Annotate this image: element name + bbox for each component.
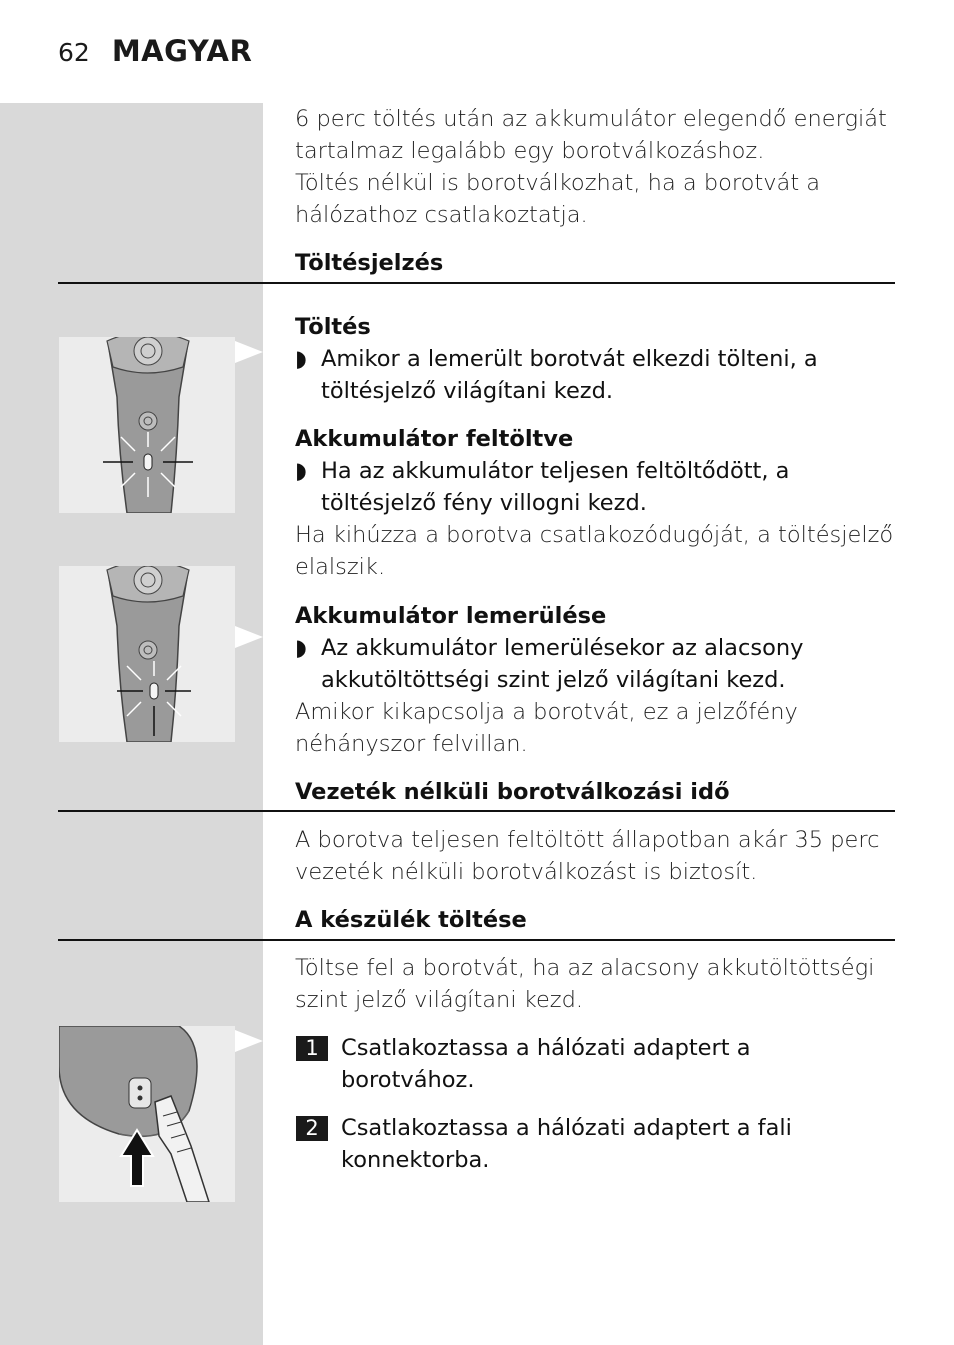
bullet-text [295, 343, 895, 407]
text-line: Töltse fel a borotvát, ha az alacsony akkutöltöttségi [295, 955, 875, 981]
subheading-battery-low: Akkumulátor lemerülése [295, 603, 607, 629]
text-line: tartalmaz legalább egy borotválkozáshoz. [295, 138, 765, 164]
shaver-charging-illustration [59, 337, 235, 513]
bullet-item [295, 343, 895, 407]
text-line: Amikor a lemerült borotvát elkezdi tölteni, a [321, 346, 818, 372]
text-line: Ha kihúzza a borotva csatlakozódugóját, a töltésjelző [295, 522, 894, 548]
step-number: 1 [296, 1036, 328, 1061]
text-line: Csatlakoztassa a hálózati adaptert a fali [341, 1115, 792, 1141]
text-line: vezeték nélküli borotválkozást is biztosít. [295, 859, 758, 885]
illustration-pointer [235, 341, 263, 363]
page-header [58, 34, 252, 74]
text-line: konnektorba. [341, 1147, 490, 1173]
text-line: Ha az akkumulátor teljesen feltöltődött, a [321, 458, 790, 484]
section-divider [58, 939, 895, 941]
bullet-text [295, 632, 895, 696]
note-paragraph [295, 519, 895, 583]
illustration-pointer [235, 626, 263, 648]
text-line: Az akkumulátor lemerülésekor az alacsony [321, 635, 804, 661]
bullet-marker: ◗ [295, 458, 307, 484]
text-line: Amikor kikapcsolja a borotvát, ez a jelzőfény [295, 699, 798, 725]
section-heading-cordless-time: Vezeték nélküli borotválkozási idő [295, 779, 730, 805]
text-line: néhányszor felvillan. [295, 731, 528, 757]
bullet-marker: ◗ [295, 635, 307, 661]
text-line: akkutöltöttségi szint jelző világítani kezd. [321, 667, 786, 693]
note-paragraph [295, 696, 895, 760]
text-line: Töltés nélkül is borotválkozhat, ha a borotvát a [295, 170, 821, 196]
bullet-text [295, 455, 895, 519]
cordless-time-paragraph [295, 824, 895, 888]
section-heading-charging-appliance: A készülék töltése [295, 907, 527, 933]
text-line: Csatlakoztassa a hálózati adaptert a [341, 1035, 751, 1061]
section-divider [58, 282, 895, 284]
text-line: hálózathoz csatlakoztatja. [295, 202, 588, 228]
bullet-item [295, 455, 895, 519]
subheading-fully-charged: Akkumulátor feltöltve [295, 426, 574, 452]
step-item [295, 1032, 895, 1096]
intro-paragraph [295, 103, 895, 231]
text-line: szint jelző világítani kezd. [295, 987, 584, 1013]
section-heading-charge-indication: Töltésjelzés [295, 250, 444, 276]
text-line: töltésjelző fény villogni kezd. [321, 490, 647, 516]
bullet-item [295, 632, 895, 696]
language-title: MAGYAR [111, 34, 253, 68]
illustration-pointer [235, 1030, 263, 1052]
charging-intro-paragraph [295, 952, 895, 1016]
subheading-charging: Töltés [295, 314, 371, 340]
step-number: 2 [296, 1116, 328, 1141]
step-text [295, 1112, 895, 1176]
step-text [295, 1032, 895, 1096]
adapter-plug-illustration [59, 1026, 235, 1202]
text-line: 6 perc töltés után az akkumulátor elegendő energiát [295, 106, 887, 132]
text-line: A borotva teljesen feltöltött állapotban akár 35 perc [295, 827, 880, 853]
text-line: töltésjelző világítani kezd. [321, 378, 614, 404]
shaver-battery-low-illustration [59, 566, 235, 742]
page-number: 62 [58, 38, 90, 67]
text-line: elalszik. [295, 554, 386, 580]
bullet-marker: ◗ [295, 346, 307, 372]
step-item [295, 1112, 895, 1176]
section-divider [58, 810, 895, 812]
text-line: borotvához. [341, 1067, 475, 1093]
